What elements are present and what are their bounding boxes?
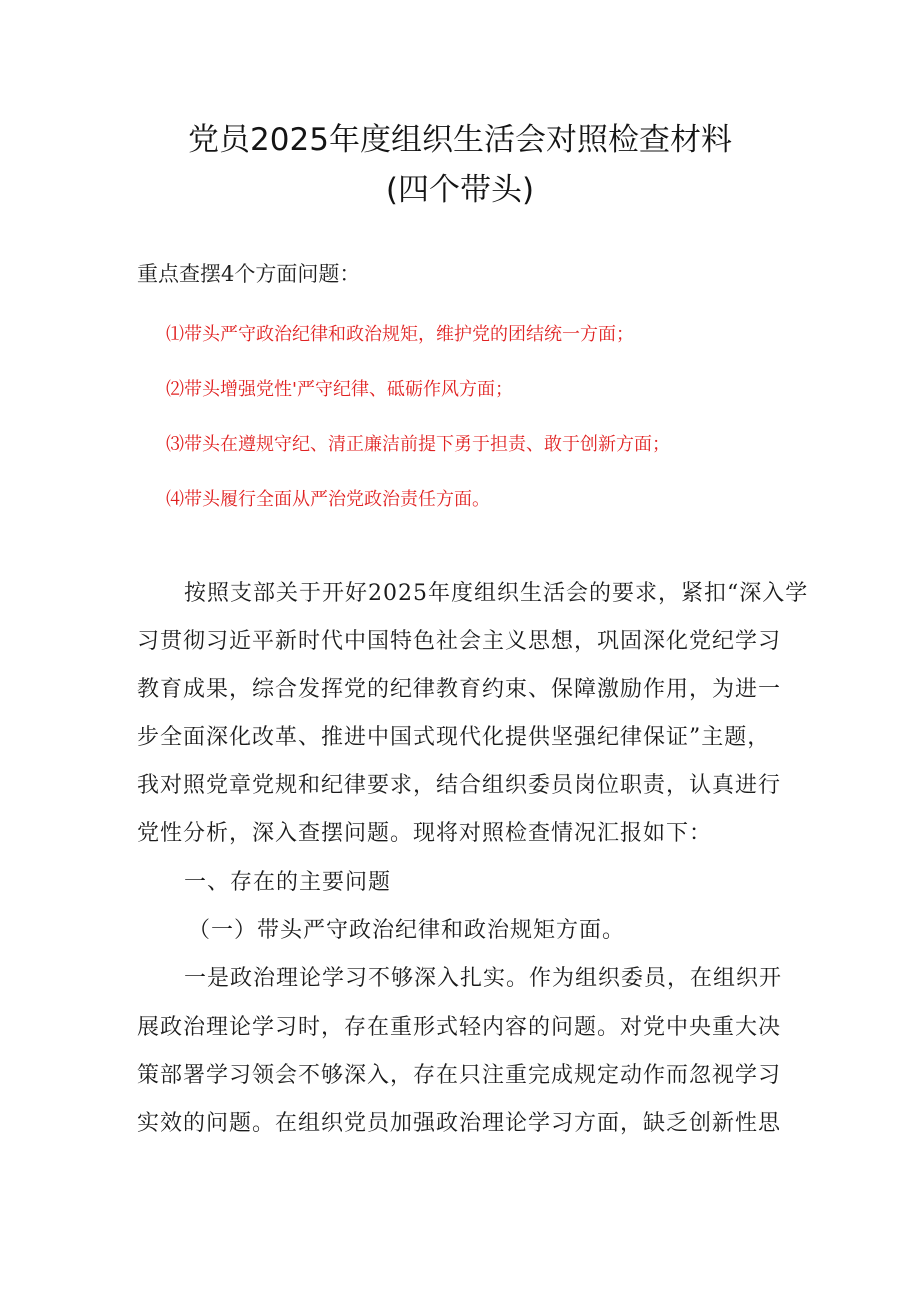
paragraph-line: 展政治理论学习时，存在重形式轻内容的问题。对党中央重大决 <box>137 1015 782 1040</box>
focus-intro: 重点查摆4个方面问题： <box>137 262 361 286</box>
focus-item: ⑴带头严守政治纪律和政治规矩，维护党的团结统一方面； <box>166 324 634 345</box>
focus-item: ⑷带头履行全面从严治党政治责任方面。 <box>166 489 490 510</box>
paragraph-line: 一是政治理论学习不够深入扎实。作为组织委员，在组织开 <box>184 966 783 991</box>
document-subtitle: (四个带头) <box>385 172 535 208</box>
document-title: 党员2025年度组织生活会对照检查材料 <box>188 122 732 158</box>
subsection-heading: （一）带头严守政治纪律和政治规矩方面。 <box>188 918 626 943</box>
paragraph-line: 步全面深化改革、推进中国式现代化提供坚强纪律保证”主题， <box>137 725 771 750</box>
paragraph-line: 党性分析，深入查摆问题。现将对照检查情况汇报如下： <box>137 821 713 846</box>
paragraph-line: 实效的问题。在组织党员加强政治理论学习方面，缺乏创新性思 <box>137 1111 782 1136</box>
paragraph-line: 按照支部关于开好2025年度组织生活会的要求，紧扣“深入学 <box>184 581 809 606</box>
paragraph-line: 教育成果，综合发挥党的纪律教育约束、保障激励作用，为进一 <box>137 677 782 702</box>
paragraph-line: 习贯彻习近平新时代中国特色社会主义思想，巩固深化党纪学习 <box>137 629 782 654</box>
focus-item: ⑶带头在遵规守纪、清正廉洁前提下勇于担责、敢于创新方面； <box>166 434 670 455</box>
focus-item: ⑵带头增强党性'严守纪律、砥砺作风方面； <box>166 379 513 400</box>
paragraph-line: 策部署学习领会不够深入，存在只注重完成规定动作而忽视学习 <box>137 1063 782 1088</box>
section-heading: 一、存在的主要问题 <box>184 870 392 895</box>
paragraph-line: 我对照党章党规和纪律要求，结合组织委员岗位职责，认真进行 <box>137 773 782 798</box>
